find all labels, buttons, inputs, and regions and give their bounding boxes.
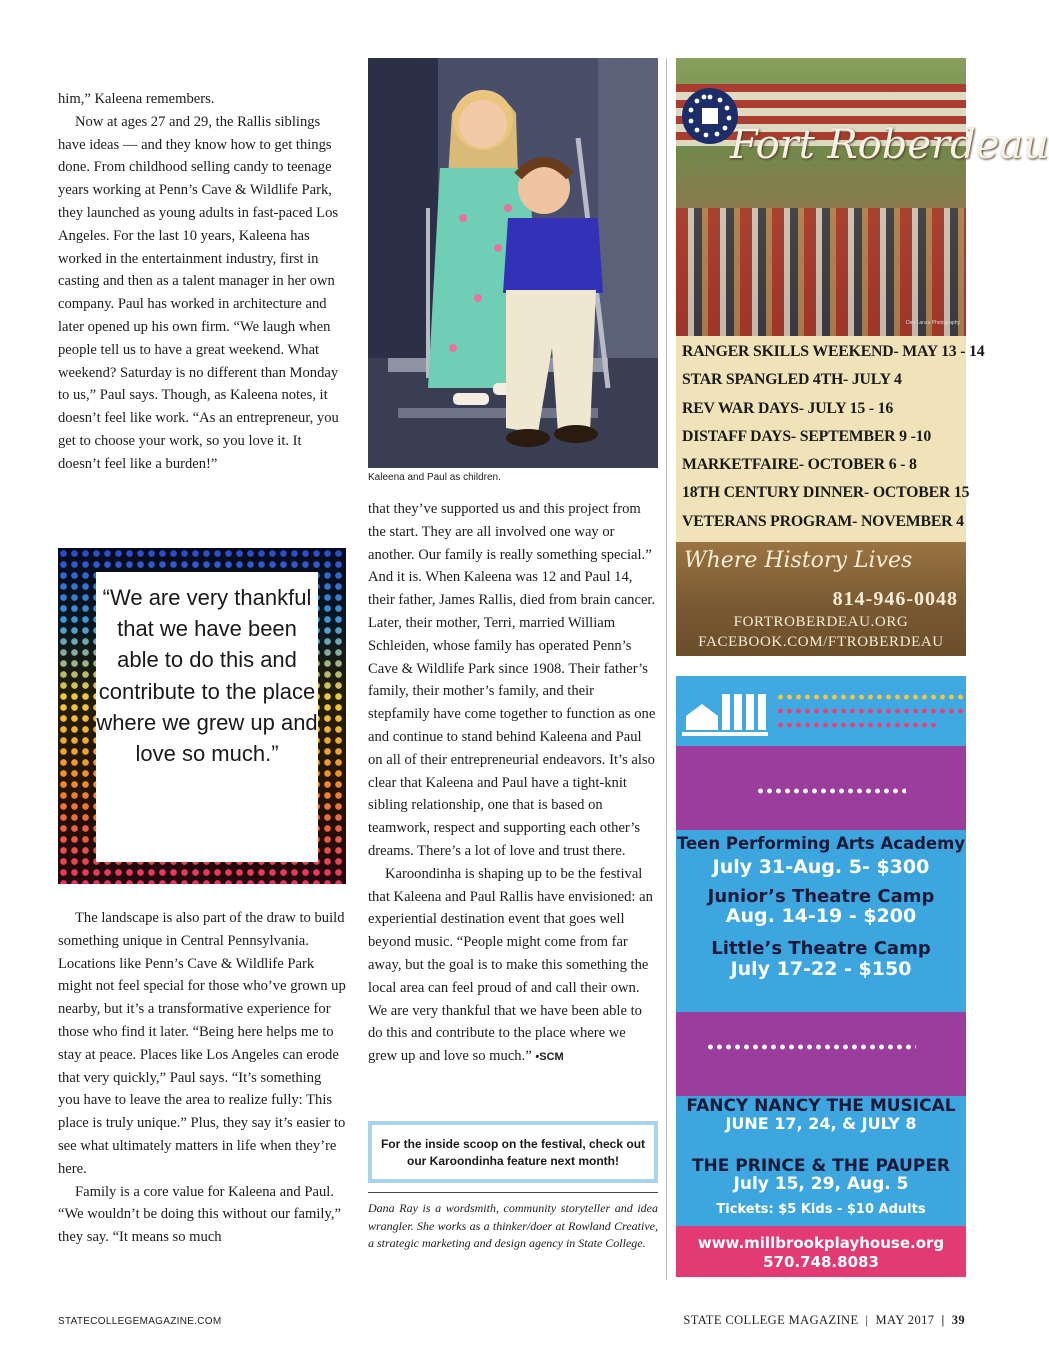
show-date: July 15, 29, Aug. 5 (733, 1174, 909, 1194)
footer-folio: STATE COLLEGE MAGAZINE | MAY 2017 | 39 (683, 1313, 965, 1327)
event-item: VETERANS PROGRAM- NOVEMBER 4 (682, 512, 964, 530)
program-title: Teen Performing Arts Academy (676, 834, 966, 853)
paragraph-text: Karoondinha is shaping up to be the festival that Kaleena and Paul Rallis have envisioned: an experiential destination event that goes well beyond music. “People might come from far away, but the goal is to make this something the local area can feel proud of and call their own. We are very thankful that we have been able to do this and contribute to the place where we grew up and love so much.” (368, 865, 653, 1065)
phone-number: 814-946-0048 (832, 588, 958, 610)
dot-row (776, 722, 936, 728)
show-photo-band (676, 1012, 966, 1096)
program-title: Little’s Theatre Camp (711, 938, 931, 959)
paragraph: Family is a core value for Kaleena and Paul. “We wouldn’t be doing this without our family,” they say. “It means so much (58, 1183, 341, 1246)
dot-row (706, 1044, 916, 1050)
bio-divider (368, 1192, 658, 1193)
pull-quote-box (58, 548, 346, 884)
event-item: REV WAR DAYS- JULY 15 - 16 (682, 399, 894, 417)
paragraph: that they’ve supported us and this project from the start. They are all involved one way or another. Our family is really something special.” And it is. When Kaleena was 12 and Paul 14, their father, James Rallis, died from brain cancer. Later, their mother, Terri, married William Schleiden, whose family has operated Penn’s Cave & Wildlife Park since 1908. Their father’s family, their mother’s family, and their stepfamily have come together to function as one and continue to stand behind Kaleena and Paul on all of their entrepreneurial endeavors. It’s also clear that Kaleena and Paul have a tight-knit sibling relationship, one that is based on teamwork, respect and supporting each other’s dreams. There’s a lot of love and trust there. (368, 501, 656, 859)
show-date: JUNE 17, 24, & JULY 8 (725, 1114, 917, 1133)
childhood-photo (368, 58, 658, 468)
facebook-link[interactable]: FACEBOOK.COM/FTROBERDEAU (698, 634, 944, 650)
website-link[interactable]: FORTROBERDEAU.ORG (733, 614, 909, 630)
festival-scoop-box: For the inside scoop on the festival, check out our Karoondinha feature next month! (368, 1121, 658, 1183)
paragraph: Now at ages 27 and 29, the Rallis siblings have ideas — and they know how to get things done. From childhood selling candy to teenage years working at Penn’s Cave & Wildlife Park, they launched as young adults in fast-paced Los Angeles. For the last 10 years, Kaleena has worked in the entertainment industry, first in casting and then as a talent manager in her own company. Paul has worked in architecture and later opened up his own firm. “We laugh when people tell us to have a great weekend. What weekend? Saturday is no different than Monday to us,” Paul says. Though, as Kaleena notes, it doesn’t feel like work. “As an entrepreneur, you get to choose your work, so you love it. It doesn’t feel like a burden!” (58, 113, 339, 472)
dot-row (776, 694, 966, 700)
program-date: July 17-22 - $150 (730, 958, 912, 980)
show-title: THE PRINCE & THE PAUPER (691, 1156, 951, 1176)
article-column-1-top (58, 88, 346, 476)
photo-illustration (368, 58, 658, 468)
dot-row (756, 788, 906, 794)
footer-site[interactable]: STATECOLLEGEMAGAZINE.COM (58, 1316, 222, 1327)
show-title: FANCY NANCY THE MUSICAL (686, 1096, 956, 1116)
issue-date: MAY 2017 (875, 1313, 935, 1327)
article-column-1-bottom (58, 907, 346, 1249)
author-bio: Dana Ray is a wordsmith, community storyteller and idea wrangler. She works as a thinker/doer at Rowland Creative, a strategic marketing and design agency in State College. (368, 1201, 658, 1250)
program-title: Junior’s Theatre Camp (707, 886, 935, 907)
photo-credit: Dan Lanza Photography (906, 320, 960, 326)
reenactors-photo (676, 208, 966, 336)
paragraph (368, 863, 658, 1069)
fort-title: Fort Roberdeau (730, 122, 1049, 168)
event-item: MARKETFAIRE- OCTOBER 6 - 8 (682, 456, 917, 474)
playhouse-logo-icon (682, 686, 768, 738)
tagline: Where History Lives (684, 548, 913, 573)
pull-quote: “We are very thankful that we have been able to do this and contribute to the place where we grew up and love so much.” (96, 572, 318, 862)
millbrook-playhouse-ad[interactable] (676, 676, 966, 1277)
event-item: 18TH CENTURY DINNER- OCTOBER 15 (682, 484, 970, 502)
website-link[interactable]: www.millbrookplayhouse.org (697, 1234, 945, 1252)
photo-caption: Kaleena and Paul as children. (368, 472, 501, 483)
program-date: Aug. 14-19 - $200 (725, 905, 917, 927)
page-number: 39 (951, 1313, 965, 1327)
article-column-2 (368, 498, 658, 1069)
event-item: STAR SPANGLED 4TH- JULY 4 (682, 371, 902, 389)
phone-number: 570.748.8083 (763, 1253, 879, 1271)
paragraph: The landscape is also part of the draw to build something unique in Central Pennsylvania. Locations like Penn’s Cave & Wildlife Park might not feel special for those who’ve grown up nearby, but it’s a transformative experience for those who find it later. “Being here helps me to stay at peace. Places like Los Angeles can erode that very quickly,” Paul says. “It’s something you have to leave the area to realize fully: This place is truly unique.” Plus, they say it’s easier to see what ultimately matters in life when they’re here. (58, 910, 346, 1177)
ticket-prices: Tickets: $5 Kids - $10 Adults (716, 1202, 926, 1217)
event-item: RANGER SKILLS WEEKEND- MAY 13 - 14 (682, 343, 985, 360)
magazine-name: STATE COLLEGE MAGAZINE (683, 1313, 859, 1327)
event-list (682, 338, 985, 536)
fort-roberdeau-ad[interactable] (676, 58, 1049, 656)
column-divider (666, 58, 667, 1280)
program-date: July 31-Aug. 5- $300 (712, 856, 930, 878)
dot-row (776, 708, 966, 714)
end-mark: •SCM (535, 1051, 564, 1064)
paragraph: him,” Kaleena remembers. (58, 91, 215, 107)
event-item: DISTAFF DAYS- SEPTEMBER 9 -10 (682, 427, 932, 445)
